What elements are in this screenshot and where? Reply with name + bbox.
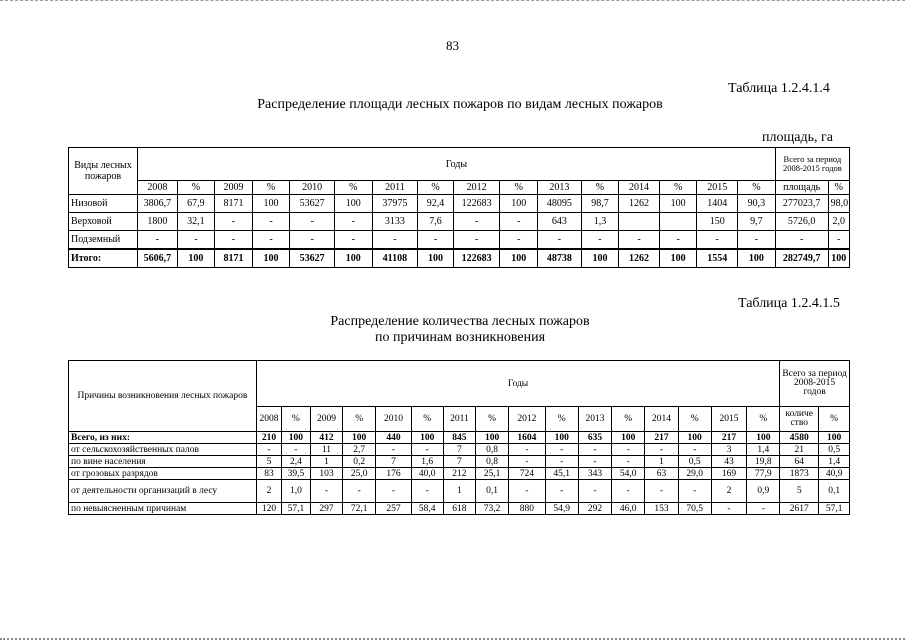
- table-cell: -: [290, 213, 335, 231]
- table-cell: 53627: [290, 195, 335, 213]
- table-cell: -: [545, 456, 578, 468]
- row-label: Низовой: [69, 195, 138, 213]
- subheader-cell: 2010: [376, 407, 412, 432]
- row-label: от сельскохозяйственных палов: [69, 444, 257, 456]
- subheader-cell: %: [476, 407, 509, 432]
- table-cell: 57,1: [282, 503, 310, 515]
- table-cell: -: [738, 231, 776, 250]
- table-cell: 77,9: [747, 468, 780, 480]
- subheader-cell: 2009: [215, 181, 253, 195]
- table-cell: -: [828, 231, 849, 250]
- table-cell: 297: [310, 503, 343, 515]
- subheader-cell: 2015: [711, 407, 747, 432]
- table-row: [69, 231, 850, 250]
- table-cell: 0,5: [819, 444, 850, 456]
- table-cell: 29,0: [678, 468, 711, 480]
- subheader-cell: %: [659, 181, 697, 195]
- table-cell: -: [545, 480, 578, 503]
- row-label: Подземный: [69, 231, 138, 250]
- table-cell: 58,4: [411, 503, 443, 515]
- table-cell: 100: [476, 432, 509, 444]
- table-cell: 217: [711, 432, 747, 444]
- table-cell: 53627: [290, 249, 335, 268]
- table-cell: 37975: [372, 195, 418, 213]
- table-cell: -: [508, 456, 545, 468]
- table-cell: 2,0: [828, 213, 849, 231]
- header-cause: Причины возникновения лесных пожаров: [69, 361, 257, 432]
- subheader-cell: %: [177, 181, 215, 195]
- table-cell: 32,1: [177, 213, 215, 231]
- page-number: 83: [446, 38, 459, 53]
- table-cell: 412: [310, 432, 343, 444]
- table-cell: 880: [508, 503, 545, 515]
- table-cell: 3: [711, 444, 747, 456]
- table-cell: -: [372, 231, 418, 250]
- table-cell: 1,3: [581, 213, 619, 231]
- table-cell: -: [310, 480, 343, 503]
- row-label: от грозовых разрядов: [69, 468, 257, 480]
- subheader-cell: %: [678, 407, 711, 432]
- subheader-cell: %: [545, 407, 578, 432]
- table-cell: -: [500, 231, 538, 250]
- table1-subheader-row: [69, 181, 850, 195]
- table-cell: 0,9: [747, 480, 780, 503]
- table-cell: -: [581, 231, 619, 250]
- table-cell: 0,8: [476, 456, 509, 468]
- table-cell: 103: [310, 468, 343, 480]
- table-cell: 7: [443, 456, 476, 468]
- table-cell: -: [659, 231, 697, 250]
- subheader-cell: %: [252, 181, 290, 195]
- table-cell: 1404: [697, 195, 738, 213]
- table2-caption-line1: Распределение количества лесных пожаров: [330, 314, 590, 329]
- table-cell: 9,7: [738, 213, 776, 231]
- subheader-cell: 2014: [619, 181, 660, 195]
- table-cell: 643: [538, 213, 582, 231]
- table-cell: 5: [256, 456, 281, 468]
- table-cell: 100: [545, 432, 578, 444]
- table-row: [69, 480, 850, 503]
- table-cell: -: [645, 444, 679, 456]
- subheader-cell: %: [581, 181, 619, 195]
- table-cell: 2617: [780, 503, 819, 515]
- row-label: от деятельности организаций в лесу: [69, 480, 257, 503]
- table-cell: 3133: [372, 213, 418, 231]
- table-cell: -: [252, 213, 290, 231]
- table-cell: 25,1: [476, 468, 509, 480]
- table1-caption: Распределение площади лесных пожаров по видам лесных пожаров: [257, 97, 663, 112]
- table-cell: 54,0: [612, 468, 645, 480]
- table-cell: 100: [252, 249, 290, 268]
- table-cell: -: [138, 231, 178, 250]
- header-years: Годы: [138, 148, 776, 181]
- table-cell: -: [453, 213, 500, 231]
- subheader-cell: %: [282, 407, 310, 432]
- table-cell: 292: [578, 503, 612, 515]
- subheader-cell: %: [747, 407, 780, 432]
- scan-edge-bottom: [0, 632, 905, 640]
- table-cell: 100: [581, 249, 619, 268]
- table-cell: -: [545, 444, 578, 456]
- table-cell: -: [376, 480, 412, 503]
- table2-id: Таблица 1.2.4.1.5: [738, 296, 840, 311]
- table-cell: -: [411, 444, 443, 456]
- table-cell: 1,4: [819, 456, 850, 468]
- table-cell: 635: [578, 432, 612, 444]
- table-cell: [619, 213, 660, 231]
- table2-caption: [270, 314, 650, 346]
- table-cell: -: [282, 444, 310, 456]
- table-cell: 153: [645, 503, 679, 515]
- table-row: [69, 456, 850, 468]
- table-cell: -: [256, 444, 281, 456]
- subheader-cell: площадь: [775, 181, 828, 195]
- table-cell: -: [678, 480, 711, 503]
- table-cell: 169: [711, 468, 747, 480]
- table1-id: Таблица 1.2.4.1.4: [728, 81, 830, 96]
- table-cell: 39,5: [282, 468, 310, 480]
- table-cell: 41108: [372, 249, 418, 268]
- table-cell: 343: [578, 468, 612, 480]
- table-cell: 83: [256, 468, 281, 480]
- table-cell: -: [453, 231, 500, 250]
- table-cell: 92,4: [418, 195, 454, 213]
- table-cell: -: [612, 480, 645, 503]
- subheader-cell: 2012: [453, 181, 500, 195]
- table-cell: 120: [256, 503, 281, 515]
- table-cell: 618: [443, 503, 476, 515]
- table-cell: 5606,7: [138, 249, 178, 268]
- table-cell: 63: [645, 468, 679, 480]
- table-cell: 100: [334, 195, 372, 213]
- table-row: [69, 444, 850, 456]
- table-cell: 176: [376, 468, 412, 480]
- table-cell: 100: [819, 432, 850, 444]
- table-cell: 100: [418, 249, 454, 268]
- table-cell: 25,0: [343, 468, 376, 480]
- table-cell: 100: [334, 249, 372, 268]
- table-cell: 100: [612, 432, 645, 444]
- table-cell: -: [697, 231, 738, 250]
- header-total: Всего за период 2008-2015 годов: [780, 361, 850, 407]
- table-cell: 70,5: [678, 503, 711, 515]
- table-cell: -: [500, 213, 538, 231]
- subheader-cell: 2014: [645, 407, 679, 432]
- table-cell: 2,4: [282, 456, 310, 468]
- table-cell: 100: [411, 432, 443, 444]
- table-cell: 7,6: [418, 213, 454, 231]
- table-cell: 100: [343, 432, 376, 444]
- subheader-cell: количе ство: [780, 407, 819, 432]
- table-cell: 57,1: [819, 503, 850, 515]
- table-cell: 100: [659, 195, 697, 213]
- table-cell: [659, 213, 697, 231]
- table-cell: 100: [500, 195, 538, 213]
- subheader-cell: 2011: [372, 181, 418, 195]
- table-row: [69, 213, 850, 231]
- subheader-cell: %: [738, 181, 776, 195]
- table-cell: 2: [256, 480, 281, 503]
- table-cell: 1262: [619, 195, 660, 213]
- table-cell: -: [334, 231, 372, 250]
- scan-edge-top: [0, 0, 905, 4]
- table-cell: 212: [443, 468, 476, 480]
- table-cell: 19,8: [747, 456, 780, 468]
- table-cell: 73,2: [476, 503, 509, 515]
- table-cell: 277023,7: [775, 195, 828, 213]
- subheader-cell: %: [411, 407, 443, 432]
- table2-caption-line2: по причинам возникновения: [374, 330, 546, 345]
- table-cell: 40,0: [411, 468, 443, 480]
- table-cell: 40,9: [819, 468, 850, 480]
- table-cell: 2: [711, 480, 747, 503]
- table-cell: 54,9: [545, 503, 578, 515]
- table-cell: 72,1: [343, 503, 376, 515]
- table-cell: -: [678, 444, 711, 456]
- table-cell: -: [645, 480, 679, 503]
- table-cell: 440: [376, 432, 412, 444]
- table-cell: -: [215, 213, 253, 231]
- table-cell: -: [411, 480, 443, 503]
- table-cell: 7: [443, 444, 476, 456]
- subheader-cell: %: [418, 181, 454, 195]
- table-cell: 150: [697, 213, 738, 231]
- table-cell: -: [334, 213, 372, 231]
- subheader-cell: 2008: [138, 181, 178, 195]
- table-row: [69, 503, 850, 515]
- table-cell: 8171: [215, 249, 253, 268]
- table-cell: 5: [780, 480, 819, 503]
- table-cell: 5726,0: [775, 213, 828, 231]
- header-years: Годы: [256, 361, 779, 407]
- table-cell: 100: [500, 249, 538, 268]
- table-cell: 1554: [697, 249, 738, 268]
- subheader-cell: %: [343, 407, 376, 432]
- table-cell: 257: [376, 503, 412, 515]
- table-cell: 43: [711, 456, 747, 468]
- table-cell: -: [418, 231, 454, 250]
- table-cell: 100: [252, 195, 290, 213]
- table-cell: 100: [282, 432, 310, 444]
- table-cell: 282749,7: [775, 249, 828, 268]
- header-total: Всего за период 2008-2015 годов: [775, 148, 849, 181]
- table-cell: -: [578, 456, 612, 468]
- table-cell: 100: [177, 249, 215, 268]
- table-cell: -: [252, 231, 290, 250]
- table-cell: -: [376, 444, 412, 456]
- table-cell: 48095: [538, 195, 582, 213]
- table-cell: 210: [256, 432, 281, 444]
- subheader-cell: 2015: [697, 181, 738, 195]
- fire-area-table: [68, 147, 850, 268]
- table-cell: -: [508, 444, 545, 456]
- table-cell: 217: [645, 432, 679, 444]
- subheader-cell: 2008: [256, 407, 281, 432]
- table-cell: 98,0: [828, 195, 849, 213]
- table-cell: 1: [443, 480, 476, 503]
- table-cell: 1262: [619, 249, 660, 268]
- table-cell: -: [343, 480, 376, 503]
- subheader-cell: 2013: [578, 407, 612, 432]
- table-row: [69, 468, 850, 480]
- table-cell: 1,4: [747, 444, 780, 456]
- table-cell: -: [508, 480, 545, 503]
- table-cell: 845: [443, 432, 476, 444]
- table-cell: -: [711, 503, 747, 515]
- subheader-cell: %: [828, 181, 849, 195]
- table-cell: 1873: [780, 468, 819, 480]
- table-cell: 90,3: [738, 195, 776, 213]
- table-cell: 100: [659, 249, 697, 268]
- table-row: [69, 195, 850, 213]
- table-cell: -: [612, 456, 645, 468]
- table-cell: 1800: [138, 213, 178, 231]
- table-cell: 122683: [453, 195, 500, 213]
- table-cell: 1,6: [411, 456, 443, 468]
- table-cell: 1604: [508, 432, 545, 444]
- subheader-cell: %: [334, 181, 372, 195]
- table-cell: 98,7: [581, 195, 619, 213]
- table-cell: 3806,7: [138, 195, 178, 213]
- table-cell: 100: [828, 249, 849, 268]
- table-cell: -: [775, 231, 828, 250]
- table-cell: -: [215, 231, 253, 250]
- table-cell: 45,1: [545, 468, 578, 480]
- table-cell: -: [612, 444, 645, 456]
- row-label: по невыясненным причинам: [69, 503, 257, 515]
- subheader-cell: 2013: [538, 181, 582, 195]
- table-row: [69, 249, 850, 268]
- table-cell: -: [538, 231, 582, 250]
- table-cell: 100: [738, 249, 776, 268]
- row-label: Верховой: [69, 213, 138, 231]
- table-cell: 0,2: [343, 456, 376, 468]
- table1-units: площадь, га: [762, 130, 833, 145]
- table-cell: 48738: [538, 249, 582, 268]
- row-label: по вине населения: [69, 456, 257, 468]
- subheader-cell: %: [819, 407, 850, 432]
- table-cell: 0,1: [476, 480, 509, 503]
- table-cell: 100: [678, 432, 711, 444]
- subheader-cell: 2012: [508, 407, 545, 432]
- table-cell: 11: [310, 444, 343, 456]
- table-cell: 100: [747, 432, 780, 444]
- table-cell: 64: [780, 456, 819, 468]
- subheader-cell: 2011: [443, 407, 476, 432]
- table-cell: 1,0: [282, 480, 310, 503]
- table-cell: 1: [645, 456, 679, 468]
- table-cell: -: [578, 480, 612, 503]
- table-cell: 46,0: [612, 503, 645, 515]
- table-cell: -: [578, 444, 612, 456]
- table-cell: 4580: [780, 432, 819, 444]
- table-cell: 0,5: [678, 456, 711, 468]
- subheader-cell: %: [500, 181, 538, 195]
- table-cell: 21: [780, 444, 819, 456]
- table-cell: -: [177, 231, 215, 250]
- table-cell: -: [290, 231, 335, 250]
- table-cell: 67,9: [177, 195, 215, 213]
- table-cell: -: [747, 503, 780, 515]
- fire-cause-table: [68, 360, 850, 515]
- header-fire-type: Виды лесных пожаров: [69, 148, 138, 195]
- table-cell: 7: [376, 456, 412, 468]
- subheader-cell: 2009: [310, 407, 343, 432]
- table-cell: 122683: [453, 249, 500, 268]
- subheader-cell: %: [612, 407, 645, 432]
- row-label: Всего, из них:: [69, 432, 257, 444]
- table-cell: -: [619, 231, 660, 250]
- table-cell: 0,1: [819, 480, 850, 503]
- table-row: [69, 432, 850, 444]
- table-cell: 1: [310, 456, 343, 468]
- subheader-cell: 2010: [290, 181, 335, 195]
- table-cell: 8171: [215, 195, 253, 213]
- table-cell: 0,8: [476, 444, 509, 456]
- row-label: Итого:: [69, 249, 138, 268]
- table-cell: 724: [508, 468, 545, 480]
- table-cell: 2,7: [343, 444, 376, 456]
